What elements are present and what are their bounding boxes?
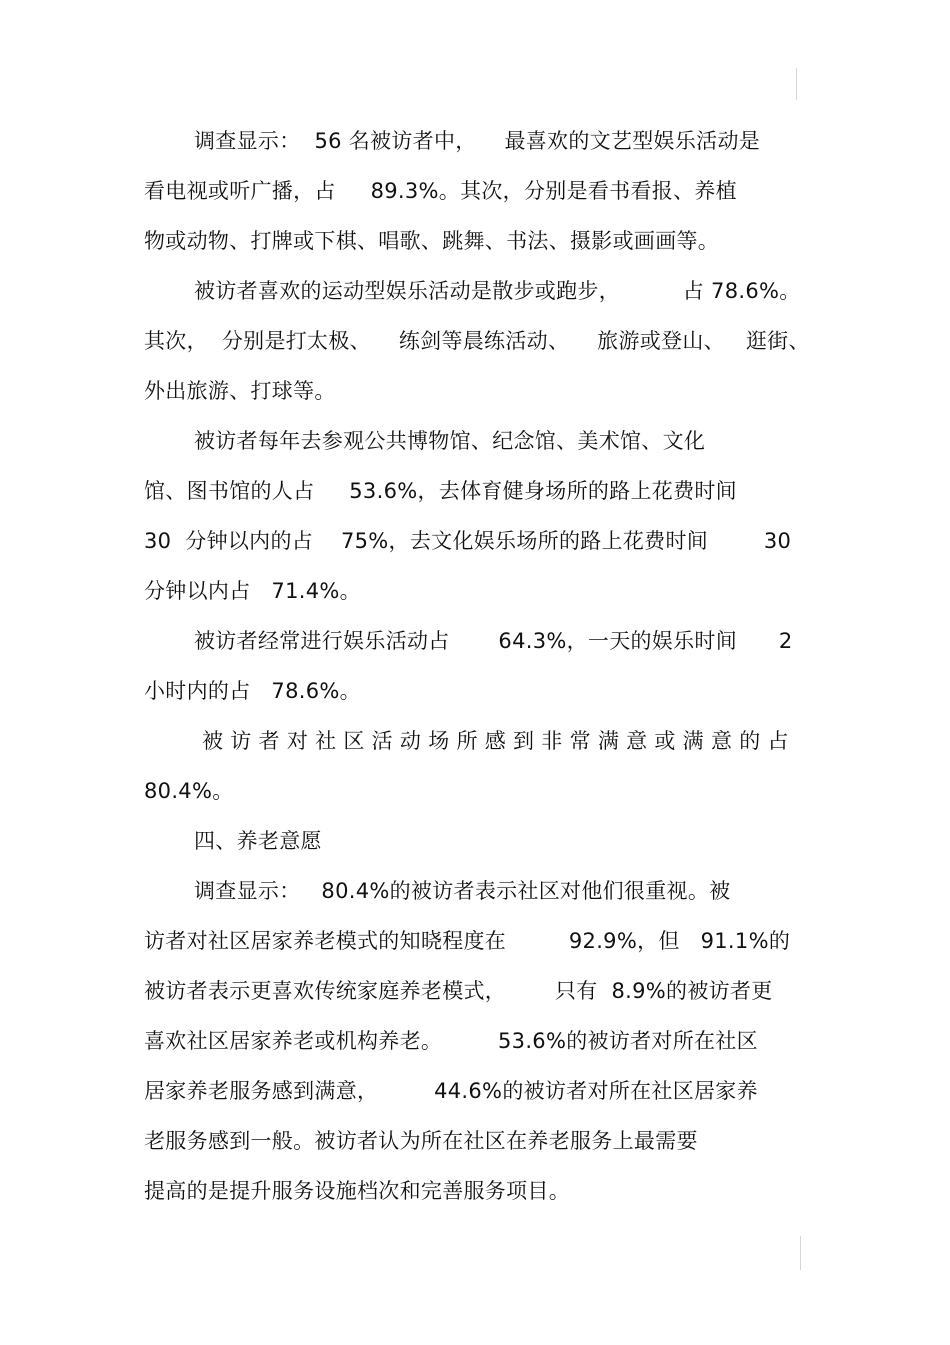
page-edge-mark-bottom xyxy=(800,1236,801,1270)
text-line: 被访者表示更喜欢传统家庭养老模式， 只有 8.9%的被访者更 xyxy=(144,979,773,1003)
text-line: 外出旅游、打球等。 xyxy=(144,379,336,403)
section-heading: 四、养老意愿 xyxy=(194,829,322,853)
text-line: 被访者每年去参观公共博物馆、纪念馆、美术馆、文化 xyxy=(194,429,706,453)
text-line: 调查显示： 80.4%的被访者表示社区对他们很重视。被 xyxy=(194,879,731,903)
text-line: 被访者经常进行娱乐活动占 64.3%，一天的娱乐时间 2 xyxy=(194,629,793,653)
text-line: 提高的是提升服务设施档次和完善服务项目。 xyxy=(144,1179,570,1203)
text-line: 被 访 者 对 社 区 活 动 场 所 感 到 非 常 满 意 或 满 意 的 占 xyxy=(202,729,789,753)
text-line: 调查显示： 56 名被访者中， 最喜欢的文艺型娱乐活动是 xyxy=(194,129,761,153)
text-line: 80.4%。 xyxy=(144,779,234,803)
text-line: 喜欢社区居家养老或机构养老。 53.6%的被访者对所在社区 xyxy=(144,1029,758,1053)
text-line: 分钟以内占 71.4%。 xyxy=(144,579,361,603)
text-line: 30 分钟以内的占 75%，去文化娱乐场所的路上花费时间 30 xyxy=(144,529,792,553)
text-line: 物或动物、打牌或下棋、唱歌、跳舞、书法、摄影或画画等。 xyxy=(144,229,720,253)
text-line: 居家养老服务感到满意， 44.6%的被访者对所在社区居家养 xyxy=(144,1079,758,1103)
text-line: 老服务感到一般。被访者认为所在社区在养老服务上最需要 xyxy=(144,1129,698,1153)
page-edge-mark-top xyxy=(796,68,797,100)
text-line: 小时内的占 78.6%。 xyxy=(144,679,361,703)
text-line: 被访者喜欢的运动型娱乐活动是散步或跑步， 占 78.6%。 xyxy=(194,279,801,303)
text-line: 访者对社区居家养老模式的知晓程度在 92.9%，但 91.1%的 xyxy=(144,929,791,953)
text-line: 馆、图书馆的人占 53.6%，去体育健身场所的路上花费时间 xyxy=(144,479,737,503)
text-line: 看电视或听广播，占 89.3%。其次，分别是看书看报、养植 xyxy=(144,179,737,203)
text-line: 其次， 分别是打太极、 练剑等晨练活动、 旅游或登山、 逛街、 xyxy=(144,329,810,353)
